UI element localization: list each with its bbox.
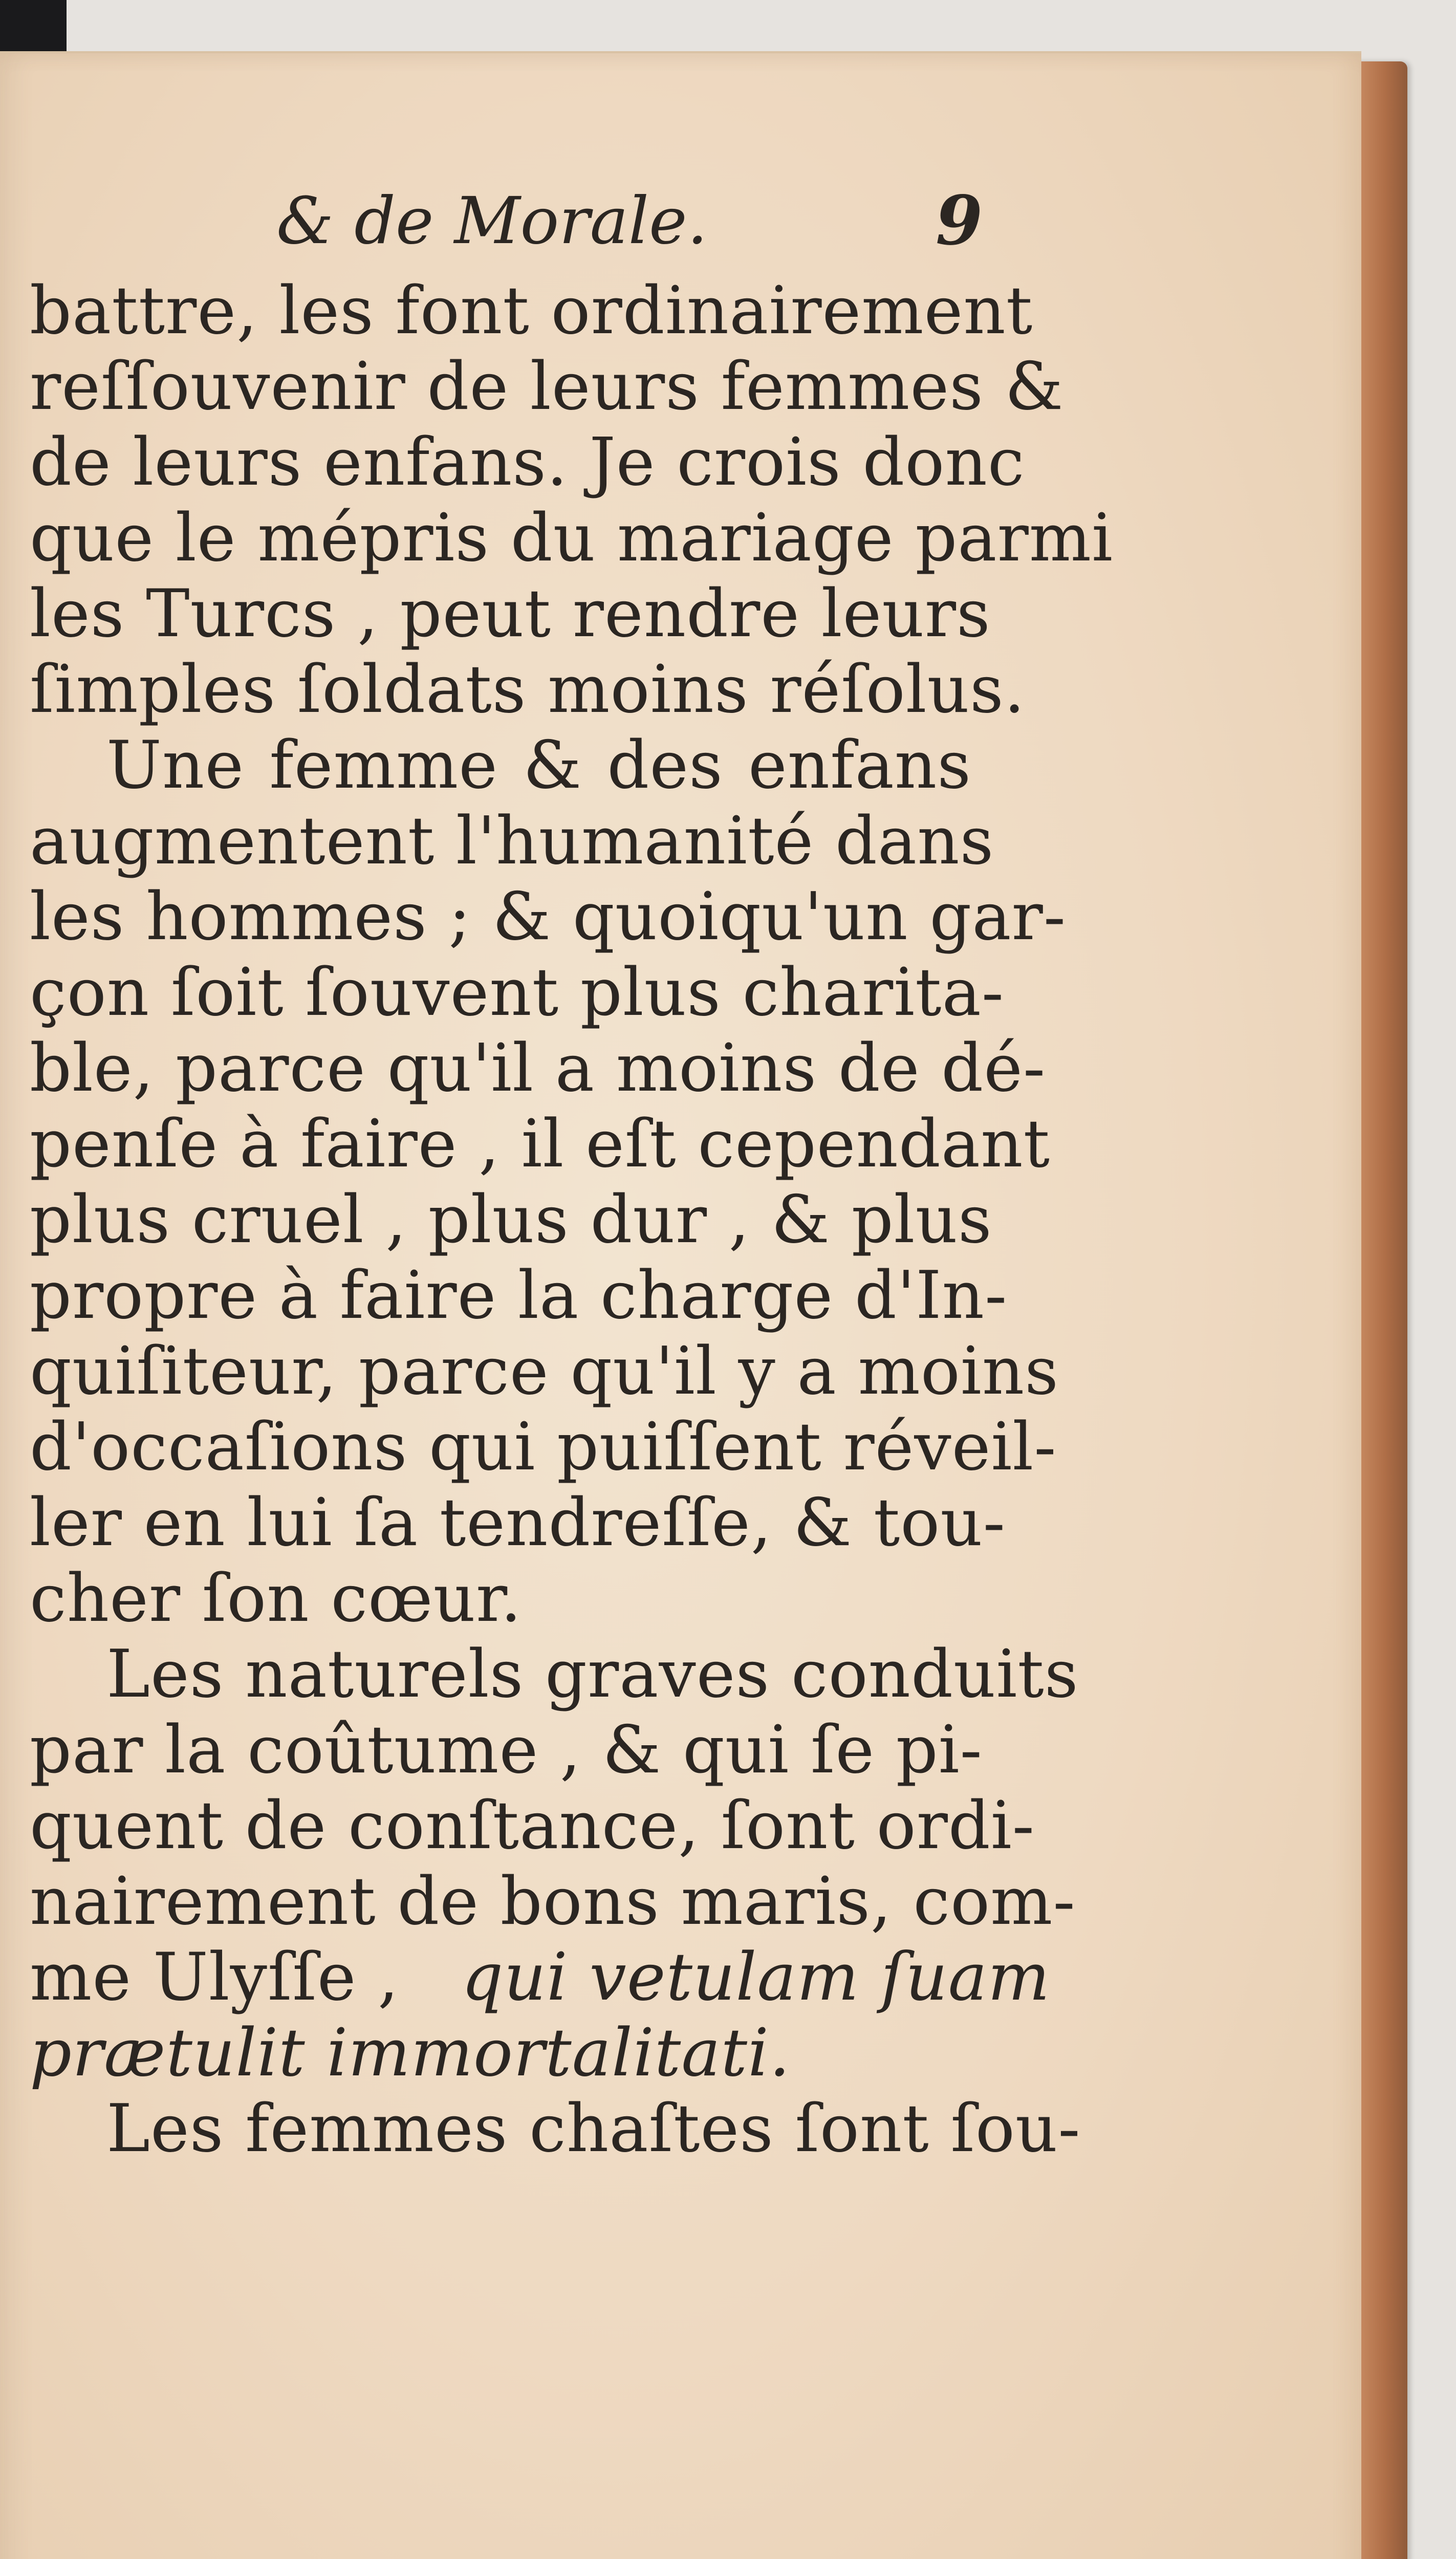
- text-line: quiſiteur, parce qu'il y a moins: [30, 1333, 1059, 1409]
- text-line: ble, parce qu'il a moins de dé-: [30, 1030, 1046, 1107]
- text-line: les Turcs , peut rendre leurs: [30, 576, 991, 652]
- text-line: reſſouvenir de leurs femmes &: [30, 349, 1064, 425]
- text-line: Les naturels graves conduits: [106, 1636, 1079, 1712]
- text-line: plus cruel , plus dur , & plus: [30, 1182, 992, 1258]
- latin-quote: qui vetulam ſuam: [461, 1939, 1051, 2015]
- text-line-mixed: [30, 1939, 1051, 2015]
- running-header: [276, 180, 983, 262]
- text-line: d'occaſions qui puiſſent réveil-: [30, 1409, 1057, 1485]
- text-line: nairement de bons maris, com-: [30, 1863, 1076, 1940]
- text-line: les hommes ; & quoiqu'un gar-: [30, 879, 1067, 955]
- running-title: & de Morale.: [276, 183, 708, 258]
- text-line: propre à faire la charge d'In-: [30, 1257, 1008, 1334]
- text-line: ler en lui ſa tendreſſe, & tou-: [30, 1485, 1006, 1561]
- text-line: augmentent l'humanité dans: [30, 803, 994, 879]
- text-line: Les femmes chaſtes ſont ſou-: [106, 2091, 1081, 2167]
- text-line: çon ſoit ſouvent plus charita-: [30, 955, 1005, 1031]
- text-line: de leurs enfans. Je crois donc: [30, 424, 1025, 501]
- latin-quote-line: prætulit immortalitati.: [30, 2015, 791, 2091]
- text-line: Une femme & des enfans: [106, 727, 971, 804]
- book-page: [0, 51, 1361, 2559]
- page-number: 9: [936, 181, 983, 261]
- text-line: penſe à faire , il eſt cependant: [30, 1106, 1051, 1182]
- text-line: ſimples ſoldats moins réſolus.: [30, 652, 1026, 728]
- text-line: par la coûtume , & qui ſe pi-: [30, 1712, 983, 1788]
- book-spine-top: [0, 0, 67, 56]
- text-line: battre, les font ordinairement: [30, 273, 1033, 349]
- text-run: me Ulyſſe ,: [30, 1939, 399, 2015]
- text-line: que le mépris du mariage parmi: [30, 500, 1114, 576]
- text-line: cher ſon cœur.: [30, 1560, 522, 1637]
- text-line: quent de conſtance, ſont ordi-: [30, 1788, 1035, 1864]
